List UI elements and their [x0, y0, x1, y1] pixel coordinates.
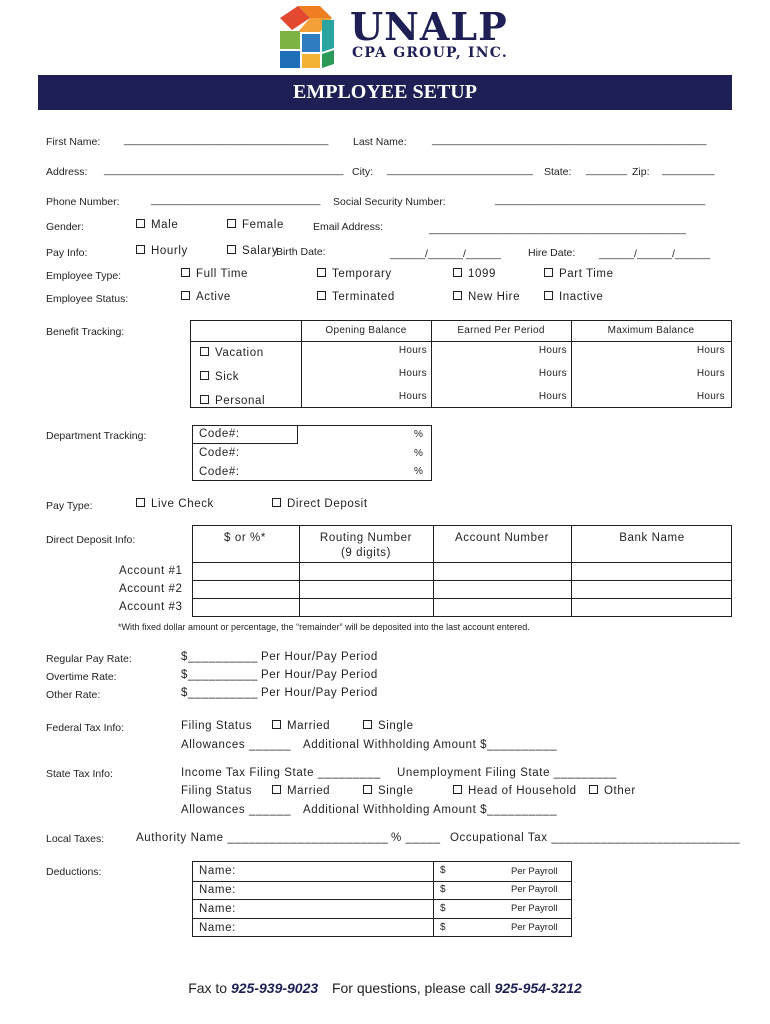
- live-check-label: Live Check: [151, 498, 214, 510]
- zip-label: Zip:: [632, 166, 650, 178]
- address-label: Address:: [46, 166, 88, 178]
- sick-max-hours[interactable]: Hours: [696, 368, 725, 379]
- inactive-label: Inactive: [559, 291, 604, 303]
- first-name-field[interactable]: ___________________________________: [124, 134, 329, 146]
- state-married-option[interactable]: [272, 785, 330, 797]
- local-percent-field[interactable]: % _____: [391, 832, 441, 844]
- occupational-tax-field[interactable]: Occupational Tax ___________________________: [450, 832, 741, 844]
- personal-option[interactable]: [200, 395, 265, 407]
- phone-field[interactable]: _____________________________: [151, 194, 321, 206]
- deduction-2-per: Per Payroll: [511, 884, 558, 895]
- checkbox-icon: [453, 268, 462, 277]
- checkbox-icon: [272, 720, 281, 729]
- checkbox-icon: [200, 395, 209, 404]
- code-2-percent[interactable]: %: [414, 448, 424, 459]
- checkbox-icon: [317, 291, 326, 300]
- birth-date-field[interactable]: ______/______/______: [390, 248, 501, 260]
- employee-status-label: Employee Status:: [46, 293, 129, 305]
- dd-header-routing: Routing Number: [319, 532, 413, 544]
- title-bar: [38, 75, 732, 110]
- checkbox-icon: [544, 268, 553, 277]
- other-rate-field[interactable]: $__________: [181, 687, 258, 699]
- overtime-rate-label: Overtime Rate:: [46, 671, 117, 683]
- federal-filing-status-label: Filing Status: [181, 720, 253, 732]
- other-rate-label: Other Rate:: [46, 689, 101, 701]
- state-additional-field[interactable]: Additional Withholding Amount $__________: [303, 804, 558, 816]
- code-2-label: Code#:: [199, 447, 240, 459]
- other-rate-unit: Per Hour/Pay Period: [261, 687, 378, 699]
- inactive-option[interactable]: [544, 291, 603, 303]
- local-taxes-label: Local Taxes:: [46, 833, 105, 845]
- checkbox-icon: [453, 785, 462, 794]
- checkbox-icon: [363, 720, 372, 729]
- deduction-1-name[interactable]: Name:: [199, 865, 236, 877]
- company-name: UNALP: [350, 4, 508, 49]
- deduction-3-dollar[interactable]: $: [440, 903, 446, 914]
- sick-opening-hours[interactable]: Hours: [398, 368, 427, 379]
- state-single-label: Single: [378, 785, 414, 797]
- terminated-option[interactable]: [317, 291, 395, 303]
- federal-allowances-field[interactable]: Allowances ______: [181, 739, 291, 751]
- federal-single-option[interactable]: [363, 720, 414, 732]
- checkbox-icon: [272, 785, 281, 794]
- department-tracking-label: Department Tracking:: [46, 430, 147, 442]
- checkbox-icon: [453, 291, 462, 300]
- checkbox-icon: [317, 268, 326, 277]
- direct-deposit-info-label: Direct Deposit Info:: [46, 534, 136, 546]
- deduction-4-name[interactable]: Name:: [199, 922, 236, 934]
- direct-deposit-table: [192, 525, 732, 617]
- full-time-option[interactable]: [181, 268, 248, 280]
- vacation-option[interactable]: [200, 347, 264, 359]
- city-field[interactable]: _________________________: [387, 164, 533, 176]
- last-name-field[interactable]: _______________________________________________: [432, 134, 707, 146]
- ssn-field[interactable]: ____________________________________: [495, 194, 706, 206]
- company-logo: [276, 4, 342, 70]
- account-2-label: Account #2: [119, 583, 183, 595]
- benefit-header-maximum: Maximum Balance: [607, 325, 695, 336]
- male-label: Male: [151, 219, 179, 231]
- checkbox-icon: [227, 245, 236, 254]
- federal-tax-label: Federal Tax Info:: [46, 722, 125, 734]
- zip-field[interactable]: _________: [662, 164, 715, 176]
- 1099-option[interactable]: [453, 268, 496, 280]
- active-label: Active: [196, 291, 231, 303]
- email-label: Email Address:: [313, 221, 384, 233]
- deduction-4-per: Per Payroll: [511, 922, 558, 933]
- state-field[interactable]: _______: [586, 164, 627, 176]
- salary-option[interactable]: [227, 245, 278, 257]
- code-3-percent[interactable]: %: [414, 466, 424, 477]
- email-field[interactable]: ____________________________________________: [429, 223, 686, 235]
- state-other-label: Other: [604, 785, 636, 797]
- direct-deposit-note: *With fixed dollar amount or percentage, the “remainder” will be deposited into the last account entered.: [118, 622, 530, 632]
- unemployment-state-field[interactable]: Unemployment Filing State _________: [397, 767, 617, 779]
- federal-married-label: Married: [287, 720, 331, 732]
- overtime-rate-unit: Per Hour/Pay Period: [261, 669, 378, 681]
- authority-name-field[interactable]: Authority Name _______________________: [136, 832, 389, 844]
- regular-pay-rate-unit: Per Hour/Pay Period: [261, 651, 378, 663]
- federal-married-option[interactable]: [272, 720, 330, 732]
- deduction-2-name[interactable]: Name:: [199, 884, 236, 896]
- personal-earned-hours[interactable]: Hours: [538, 391, 567, 402]
- 1099-label: 1099: [468, 268, 496, 280]
- employee-type-label: Employee Type:: [46, 270, 122, 282]
- code-1-label: Code#:: [199, 428, 240, 440]
- pay-info-label: Pay Info:: [46, 247, 88, 259]
- direct-deposit-option[interactable]: [272, 498, 368, 510]
- phone-label: Phone Number:: [46, 196, 120, 208]
- deduction-3-name[interactable]: Name:: [199, 903, 236, 915]
- birth-date-label: Birth Date:: [276, 246, 326, 258]
- personal-max-hours[interactable]: Hours: [696, 391, 725, 402]
- ssn-label: Social Security Number:: [333, 196, 446, 208]
- overtime-rate-field[interactable]: $__________: [181, 669, 258, 681]
- state-filing-status-label: Filing Status: [181, 785, 253, 797]
- part-time-option[interactable]: [544, 268, 614, 280]
- female-option[interactable]: [227, 219, 284, 231]
- deduction-3-per: Per Payroll: [511, 903, 558, 914]
- department-percent-box: [192, 425, 432, 481]
- benefit-tracking-label: Benefit Tracking:: [46, 326, 125, 338]
- dd-header-routing-note: (9 digits): [340, 547, 392, 559]
- hourly-label: Hourly: [151, 245, 188, 257]
- temporary-option[interactable]: [317, 268, 392, 280]
- hire-date-field[interactable]: ______/______/______: [599, 248, 710, 260]
- account-1-label: Account #1: [119, 565, 183, 577]
- account-3-label: Account #3: [119, 601, 183, 613]
- checkbox-icon: [136, 245, 145, 254]
- code-3-label: Code#:: [199, 466, 240, 478]
- checkbox-icon: [544, 291, 553, 300]
- benefit-table: [190, 320, 732, 408]
- checkbox-icon: [589, 785, 598, 794]
- fax-number[interactable]: 925-939-9023: [230, 980, 319, 996]
- hire-date-label: Hire Date:: [528, 247, 576, 259]
- regular-pay-rate-label: Regular Pay Rate:: [46, 653, 132, 665]
- state-other-option[interactable]: [589, 785, 636, 797]
- state-allowances-field[interactable]: Allowances ______: [181, 804, 291, 816]
- checkbox-icon: [200, 347, 209, 356]
- vacation-opening-hours[interactable]: Hours: [398, 345, 427, 356]
- personal-opening-hours[interactable]: Hours: [398, 391, 427, 402]
- deductions-label: Deductions:: [46, 866, 102, 878]
- state-label: State:: [544, 166, 572, 178]
- state-married-label: Married: [287, 785, 331, 797]
- checkbox-icon: [363, 785, 372, 794]
- federal-additional-field[interactable]: Additional Withholding Amount $__________: [303, 739, 558, 751]
- new-hire-label: New Hire: [468, 291, 521, 303]
- checkbox-icon: [181, 291, 190, 300]
- company-subtitle: CPA GROUP, INC.: [352, 45, 508, 61]
- new-hire-option[interactable]: [453, 291, 520, 303]
- part-time-label: Part Time: [559, 268, 614, 280]
- phone-number[interactable]: 925-954-3212: [494, 980, 582, 996]
- vacation-earned-hours[interactable]: Hours: [538, 345, 567, 356]
- direct-deposit-label: Direct Deposit: [287, 498, 368, 510]
- hourly-option[interactable]: [136, 245, 188, 257]
- state-head-label: Head of Household: [468, 785, 577, 797]
- sick-earned-hours[interactable]: Hours: [538, 368, 567, 379]
- state-head-option[interactable]: [453, 785, 577, 797]
- questions-text: For questions, please call: [331, 980, 491, 996]
- regular-pay-rate-field[interactable]: $__________: [181, 651, 258, 663]
- pay-type-label: Pay Type:: [46, 500, 93, 512]
- full-time-label: Full Time: [196, 268, 249, 280]
- salary-label: Salary: [242, 245, 279, 257]
- live-check-option[interactable]: [136, 498, 214, 510]
- checkbox-icon: [200, 371, 209, 380]
- gender-label: Gender:: [46, 221, 84, 233]
- checkbox-icon: [272, 498, 281, 507]
- deduction-2-dollar[interactable]: $: [440, 884, 446, 895]
- benefit-header-earned: Earned Per Period: [457, 325, 545, 336]
- city-label: City:: [352, 166, 373, 178]
- sick-label: Sick: [215, 371, 240, 383]
- dd-header-amount: $ or %*: [224, 532, 266, 544]
- checkbox-icon: [136, 498, 145, 507]
- vacation-max-hours[interactable]: Hours: [696, 345, 725, 356]
- state-single-option[interactable]: [363, 785, 414, 797]
- sick-option[interactable]: [200, 371, 239, 383]
- terminated-label: Terminated: [332, 291, 395, 303]
- benefit-header-opening: Opening Balance: [325, 325, 407, 336]
- income-tax-state-field[interactable]: Income Tax Filing State _________: [181, 767, 381, 779]
- checkbox-icon: [227, 219, 236, 228]
- form-title: EMPLOYEE SETUP: [293, 81, 477, 103]
- footer: [0, 980, 770, 996]
- female-label: Female: [242, 219, 284, 231]
- state-tax-label: State Tax Info:: [46, 768, 113, 780]
- dd-header-account: Account Number: [454, 532, 550, 544]
- checkbox-icon: [181, 268, 190, 277]
- deduction-1-per: Per Payroll: [511, 866, 558, 877]
- male-option[interactable]: [136, 219, 178, 231]
- first-name-label: First Name:: [46, 136, 101, 148]
- personal-label: Personal: [215, 395, 266, 407]
- deduction-1-dollar[interactable]: $: [440, 865, 446, 876]
- active-option[interactable]: [181, 291, 231, 303]
- temporary-label: Temporary: [332, 268, 392, 280]
- dd-header-bank: Bank Name: [619, 532, 685, 544]
- federal-single-label: Single: [378, 720, 414, 732]
- address-field[interactable]: _________________________________________: [104, 164, 344, 176]
- checkbox-icon: [136, 219, 145, 228]
- fax-label: Fax to: [188, 980, 228, 996]
- logo-cube-icon: [276, 4, 342, 70]
- deduction-4-dollar[interactable]: $: [440, 922, 446, 933]
- code-1-percent[interactable]: %: [414, 429, 424, 440]
- last-name-label: Last Name:: [353, 136, 407, 148]
- vacation-label: Vacation: [215, 347, 264, 359]
